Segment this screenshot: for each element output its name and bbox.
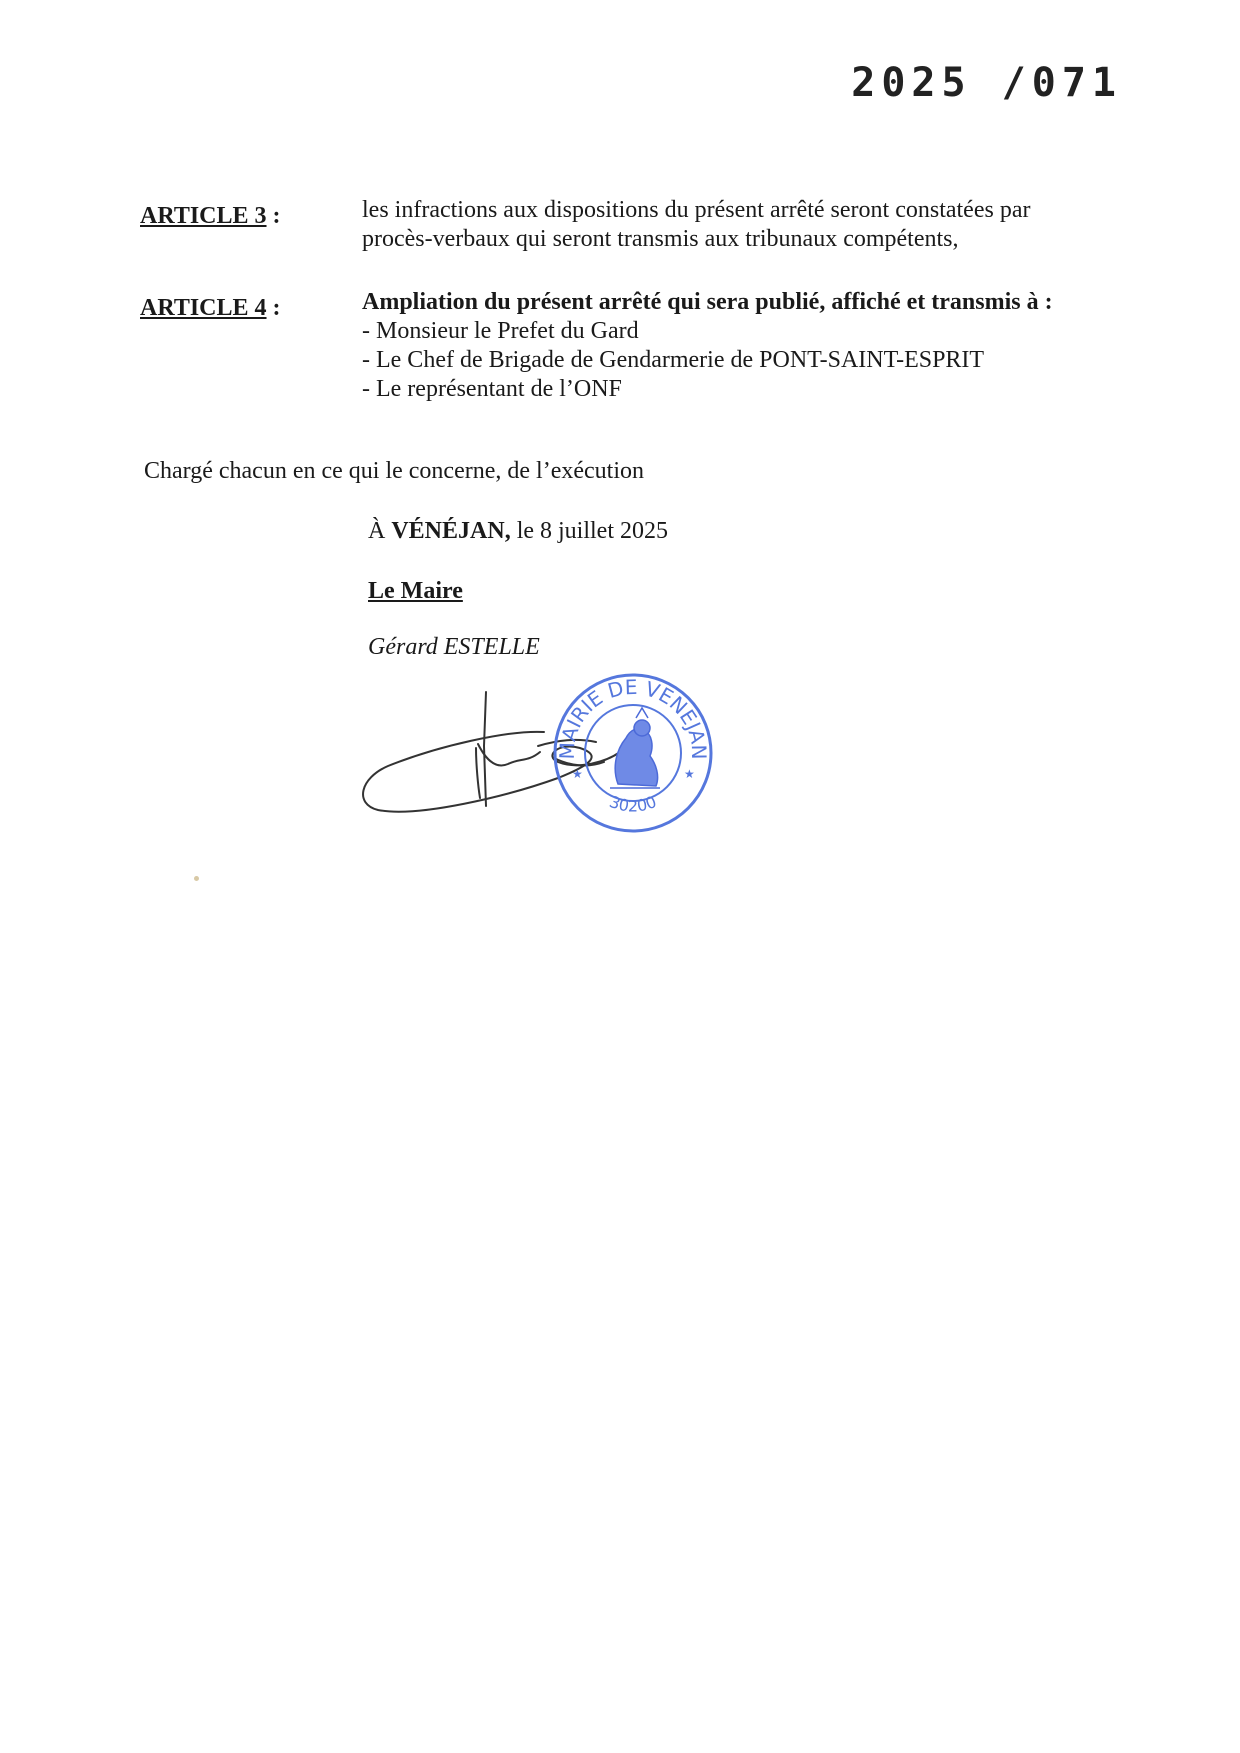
mayor-title: Le Maire — [368, 578, 463, 604]
municipal-stamp — [552, 672, 714, 834]
mayor-name: Gérard ESTELLE — [368, 634, 540, 660]
article-4-label — [140, 288, 362, 404]
article-4-label-suffix: : — [266, 295, 281, 321]
article-4-body — [362, 288, 1080, 404]
article-4-heading: Ampliation du présent arrêté qui sera publié, affiché et transmis à : — [362, 289, 1053, 315]
article-4-label-word: ARTICLE 4 — [140, 295, 267, 321]
place-and-date — [368, 518, 668, 545]
stamp-bottom-text: 30200 — [606, 791, 660, 816]
marianne-emblem-icon — [610, 708, 660, 788]
article-3-line: procès-verbaux qui seront transmis aux tribunaux compétents, — [362, 226, 959, 252]
article-3 — [140, 196, 1080, 254]
article-3-label — [140, 196, 362, 254]
stamp-star-icon: ★ — [572, 767, 583, 781]
article-3-label-suffix: : — [266, 203, 281, 229]
article-3-line: les infractions aux dispositions du présent arrêté seront constatées par — [362, 197, 1031, 223]
paper-speck — [194, 876, 199, 881]
article-3-label-word: ARTICLE 3 — [140, 203, 267, 229]
stamp-top-text: MAIRIE DE VENEJAN — [554, 674, 712, 760]
execution-charge-line: Chargé chacun en ce qui le concerne, de l’exécution — [144, 458, 644, 484]
article-3-body — [362, 196, 1080, 254]
stamp-star-icon: ★ — [684, 767, 695, 781]
recipient-item: - Le représentant de l’ONF — [362, 376, 622, 402]
document-number: 2025 /071 — [851, 60, 1122, 106]
article-4 — [140, 288, 1080, 404]
place-name: VÉNÉJAN, — [391, 518, 511, 544]
recipient-item: - Monsieur le Prefet du Gard — [362, 318, 639, 344]
signing-date: le 8 juillet 2025 — [510, 518, 668, 544]
recipient-item: - Le Chef de Brigade de Gendarmerie de PONT-SAINT-ESPRIT — [362, 347, 985, 373]
place-prefix: À — [368, 518, 392, 544]
